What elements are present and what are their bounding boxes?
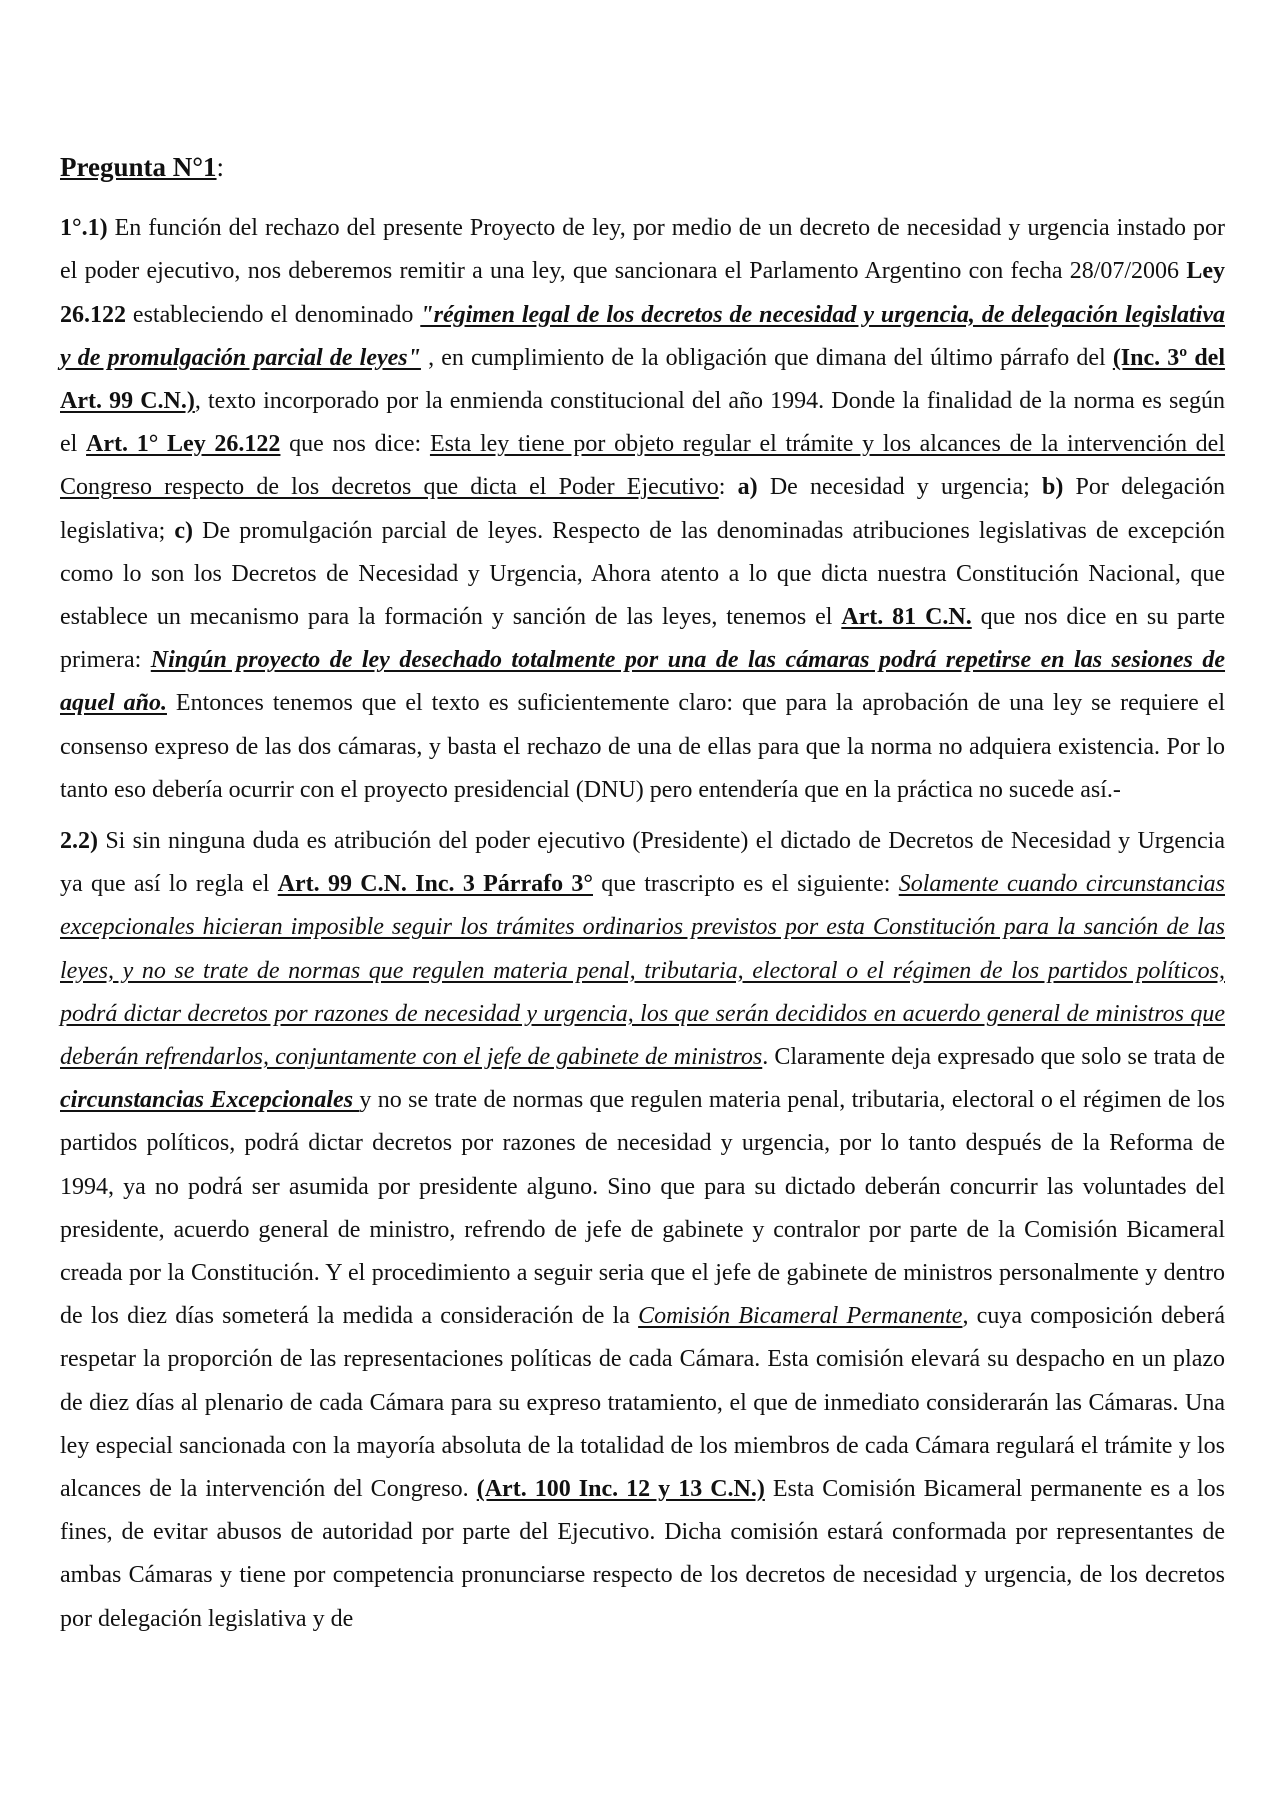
item-number-2-2: 2.2): [60, 827, 98, 854]
p1-text-6: :: [718, 474, 738, 501]
answer-paragraph-1: [60, 207, 1225, 812]
question-title: Pregunta N°1: [60, 152, 217, 182]
list-marker-b: b): [1042, 474, 1064, 501]
p1-text-4: , texto incorporado por la enmienda constitucional del año 1994. Donde la finalidad de la norma es según el: [60, 387, 1225, 458]
constitution-reference-art100: (Art. 100 Inc. 12 y 13 C.N.): [476, 1475, 765, 1502]
p1-text-10: que nos dice en su parte primera:: [60, 603, 1226, 674]
p1-text-5: que nos dice:: [280, 431, 430, 458]
constitution-reference-art99-paragraph3: Art. 99 C.N. Inc. 3 Párrafo 3°: [277, 871, 593, 898]
p1-text-3: , en cumplimiento de la obligación que dimana del último párrafo del: [420, 344, 1113, 371]
p1-text-2: estableciendo el denominado: [126, 301, 421, 328]
regime-name-quote: "régimen legal de los decretos de necesidad y urgencia, de delegación legislativa y de promulgación parcial de leyes": [60, 301, 1225, 371]
list-marker-a: a): [737, 474, 758, 501]
exceptional-circumstances-emphasis: circunstancias Excepcionales: [60, 1087, 360, 1114]
p2-text-6: Esta Comisión Bicameral permanente es a los fines, de evitar abusos de autoridad por parte del Ejecutivo. Dicha comisión estará conformada por representantes de ambas Cámaras y tiene por competencia pronunciarse respecto de los decretos de necesidad y urgencia, de los decretos por delegación legislativa y de: [60, 1475, 1226, 1632]
p2-text-4: y no se trate de normas que regulen materia penal, tributaria, electoral o el régimen de los partidos políticos, podrá dictar decretos por razones de necesidad y urgencia, por lo tanto después de la Reforma de 1994, ya no podrá ser asumida por presidente alguno. Sino que para su dictado deberán concurrir las voluntades del presidente, acuerdo general de ministro, refrendo de jefe de gabinete y contralor por parte de la Comisión Bicameral creada por la Constitución. Y el procedimiento a seguir seria que el jefe de gabinete de ministros personalmente y dentro de los diez días someterá la medida a consideración de la: [60, 1087, 1225, 1330]
document-page: [60, 150, 1225, 1649]
bicameral-commission-term: Comisión Bicameral Permanente: [638, 1303, 963, 1330]
list-marker-c: c): [174, 517, 194, 544]
p2-text-1: Si sin ninguna duda es atribución del poder ejecutivo (Presidente) el dictado de Decretos de Necesidad y Urgencia ya que así lo regla el: [60, 827, 1225, 898]
law-objective-quote: Esta ley tiene por objeto regular el trámite y los alcances de la intervención del Congreso respecto de los decretos que dicta el Poder Ejecutivo: [60, 431, 1226, 501]
question-title-colon: :: [216, 152, 225, 182]
answer-paragraph-2: [60, 820, 1225, 1641]
constitution-reference-art81: Art. 81 C.N.: [841, 603, 972, 630]
constitution-reference-art99-inc3: (Inc. 3º del Art. 99 C.N.): [60, 344, 1226, 414]
p1-text-11: Entonces tenemos que el texto es suficientemente claro: que para la aprobación de una ley se requiere el consenso expreso de las dos cámaras, y basta el rechazo de una de ellas para que la norma no adquiera existencia. Por lo tanto eso debería ocurrir con el proyecto presidencial (DNU) pero entendería que en la práctica no sucede así.-: [60, 690, 1226, 803]
p2-text-5: , cuya composición deberá respetar la proporción de las representaciones políticas de cada Cámara. Esta comisión elevará su despacho en un plazo de diez días al plenario de cada Cámara para su expreso tratamiento, el que de inmediato considerarán las Cámaras. Una ley especial sancionada con la mayoría absoluta de la totalidad de los miembros de cada Cámara regulará el trámite y los alcances de la intervención del Congreso.: [60, 1303, 1226, 1502]
p1-text-8: Por delegación legislativa;: [60, 474, 1226, 544]
p2-text-3: . Claramente deja expresado que solo se trata de: [762, 1043, 1226, 1070]
p2-text-2: que trascripto es el siguiente:: [593, 871, 899, 898]
question-heading: [60, 150, 1225, 185]
art99-quote: Solamente cuando circunstancias excepcionales hicieran imposible seguir los trámites ordinarios previstos por esta Constitución para la sanción de las leyes, y no se trate de normas que regulen materia penal, tributaria, electoral o el régimen de los partidos políticos, podrá dictar decretos por razones de necesidad y urgencia, los que serán decididos en acuerdo general de ministros que deberán refrendarlos, conjuntamente con el jefe de gabinete de ministros: [60, 871, 1225, 1070]
art81-quote: Ningún proyecto de ley desechado totalmente por una de las cámaras podrá repetirse en las sesiones de aquel año.: [60, 647, 1226, 717]
p1-text-1: En función del rechazo del presente Proyecto de ley, por medio de un decreto de necesidad y urgencia instado por el poder ejecutivo, nos deberemos remitir a una ley, que sancionara el Parlamento Argentino con fecha 28/07/2006: [60, 215, 1225, 285]
law-reference-26122: Ley 26.122: [60, 258, 1225, 328]
law-article-1-reference: Art. 1° Ley 26.122: [86, 431, 281, 458]
p1-text-7: De necesidad y urgencia;: [757, 474, 1043, 501]
item-number-1-1: 1°.1): [60, 215, 108, 242]
p1-text-9: De promulgación parcial de leyes. Respecto de las denominadas atribuciones legislativas de excepción como lo son los Decretos de Necesidad y Urgencia, Ahora atento a lo que dicta nuestra Constitución Nacional, que establece un mecanismo para la formación y sanción de las leyes, tenemos el: [60, 517, 1225, 630]
